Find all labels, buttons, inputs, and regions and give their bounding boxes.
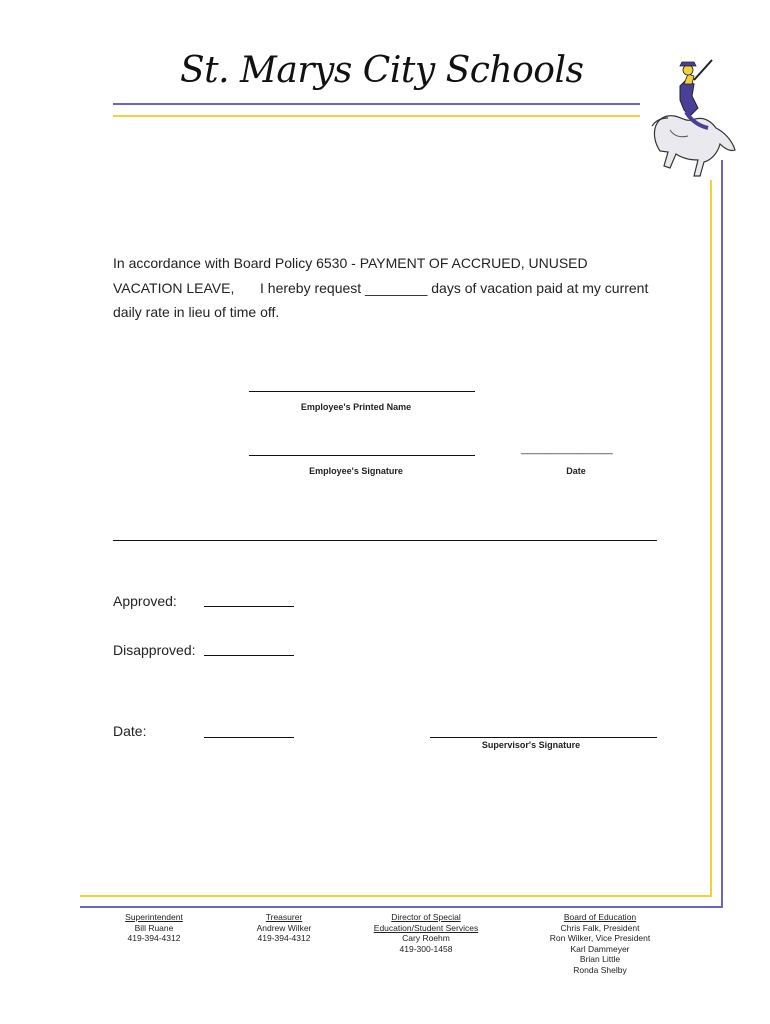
board-member: Brian Little [579, 954, 621, 964]
board-member: Chris Falk, President [560, 922, 640, 933]
right-blue-rule [721, 160, 723, 908]
superintendent-title: Superintendent [125, 912, 183, 922]
supervisor-signature-label: Supervisor's Signature [481, 740, 581, 750]
request-paragraph-line-1: In accordance with Board Policy 6530 - PAYMENT OF ACCRUED, UNUSED [113, 255, 588, 271]
director-title-line-1: Director of Special [391, 912, 461, 922]
board-title: Board of Education [563, 912, 637, 922]
request-paragraph-line-2a: VACATION LEAVE, [113, 280, 235, 296]
board-member: Karl Dammeyer [570, 943, 630, 954]
rider-on-horse-icon [640, 56, 740, 184]
director-phone: 419-300-1458 [399, 943, 453, 954]
printed-name-label: Employee's Printed Name [300, 402, 412, 412]
right-yellow-rule [710, 180, 712, 896]
header-blue-rule [113, 103, 658, 105]
treasurer-phone: 419-394-4312 [257, 933, 311, 943]
approval-date-label: Date: [113, 723, 147, 739]
supervisor-signature-line[interactable] [430, 737, 657, 738]
footer-board [540, 912, 660, 975]
employee-date-blank[interactable]: _______________ [521, 443, 613, 455]
section-divider [113, 540, 657, 541]
request-paragraph-line-3: daily rate in lieu of time off. [113, 304, 280, 320]
board-member: Ron Wilker, Vice President [549, 933, 651, 943]
approved-label: Approved: [113, 593, 177, 609]
treasurer-name: Andrew Wilker [256, 922, 312, 933]
disapproved-label: Disapproved: [113, 642, 196, 658]
footer-director [366, 912, 486, 954]
director-title-line-2: Education/Student Services [373, 922, 479, 933]
disapproved-line[interactable] [204, 655, 294, 656]
printed-name-line[interactable] [249, 391, 475, 392]
employee-signature-line[interactable] [249, 455, 475, 456]
approved-line[interactable] [204, 606, 294, 607]
employee-date-label: Date [566, 466, 586, 476]
employee-signature-label: Employee's Signature [309, 466, 403, 476]
footer-superintendent [104, 912, 204, 944]
footer-yellow-rule [80, 895, 712, 897]
footer-treasurer [234, 912, 334, 944]
request-paragraph-line-2b: I hereby request ________ days of vacation paid at my current [260, 280, 649, 296]
board-member: Ronda Shelby [573, 964, 627, 975]
footer-blue-rule [80, 906, 723, 908]
superintendent-name: Bill Ruane [134, 922, 174, 933]
superintendent-phone: 419-394-4312 [127, 933, 181, 943]
director-name: Cary Roehm [402, 933, 450, 943]
school-logo [640, 56, 740, 184]
treasurer-title: Treasurer [265, 912, 303, 922]
header-yellow-rule [113, 115, 658, 117]
page-title: St. Marys City Schools [180, 50, 584, 91]
approval-date-line[interactable] [204, 737, 294, 738]
